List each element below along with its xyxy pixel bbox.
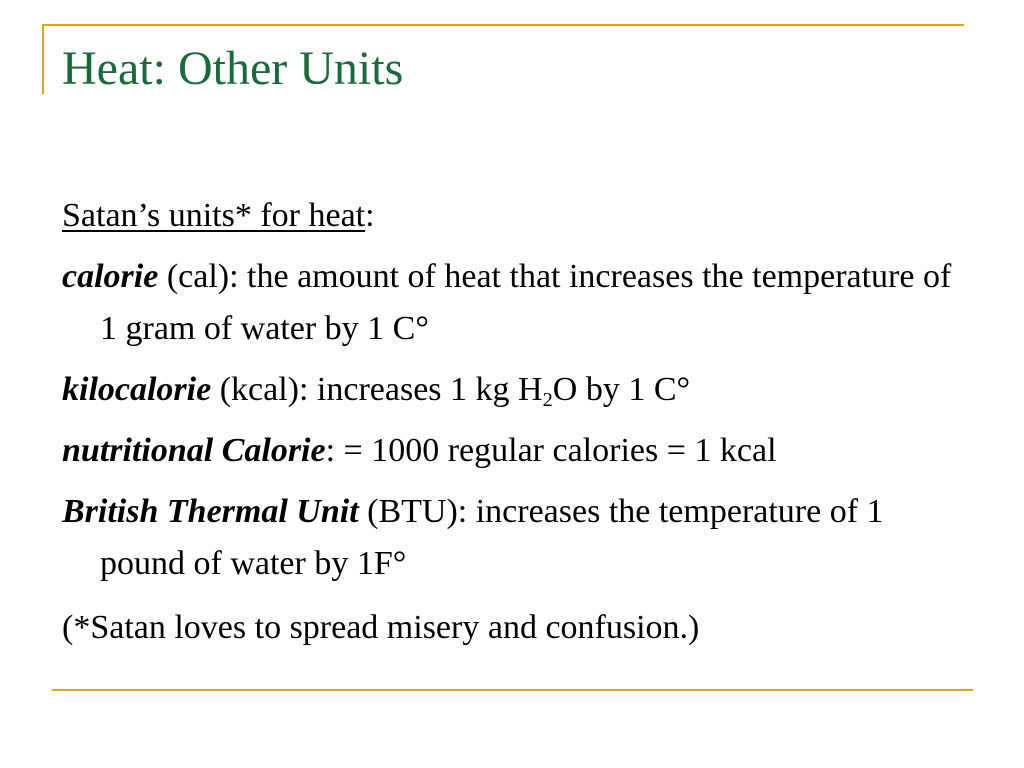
slide-title: Heat: Other Units xyxy=(62,42,404,95)
term-btu: British Thermal Unit xyxy=(62,493,359,530)
water-subscript: 2 xyxy=(542,389,553,412)
definition-btu-text: (BTU): increases the temperature of 1 pound of water by 1F° xyxy=(100,493,884,582)
definition-calorie xyxy=(62,251,972,355)
slide-body xyxy=(62,190,972,663)
intro-suffix: : xyxy=(365,197,375,234)
definition-btu xyxy=(62,486,972,590)
definition-kilocalorie-text-before: (kcal): increases 1 kg H xyxy=(211,371,543,408)
intro-line xyxy=(62,190,972,242)
definition-calorie-text: (cal): the amount of heat that increases the temperature of 1 gram of water by 1 C° xyxy=(100,258,952,347)
frame-left-line xyxy=(42,24,44,94)
term-nutritional-calorie: nutritional Calorie xyxy=(62,432,326,469)
term-calorie: calorie xyxy=(62,258,159,295)
intro-underlined-text: Satan’s units* for heat xyxy=(62,197,366,234)
definition-kilocalorie xyxy=(62,364,972,416)
frame-top-line xyxy=(44,24,964,26)
footnote: (*Satan loves to spread misery and confusion.) xyxy=(62,609,700,646)
frame-bottom-line xyxy=(52,689,973,691)
term-kilocalorie: kilocalorie xyxy=(62,371,212,408)
definition-kilocalorie-text-after: O by 1 C° xyxy=(552,371,691,408)
definition-nutritional-calorie-text: : = 1000 regular calories = 1 kcal xyxy=(325,432,777,469)
definition-nutritional-calorie xyxy=(62,425,972,477)
